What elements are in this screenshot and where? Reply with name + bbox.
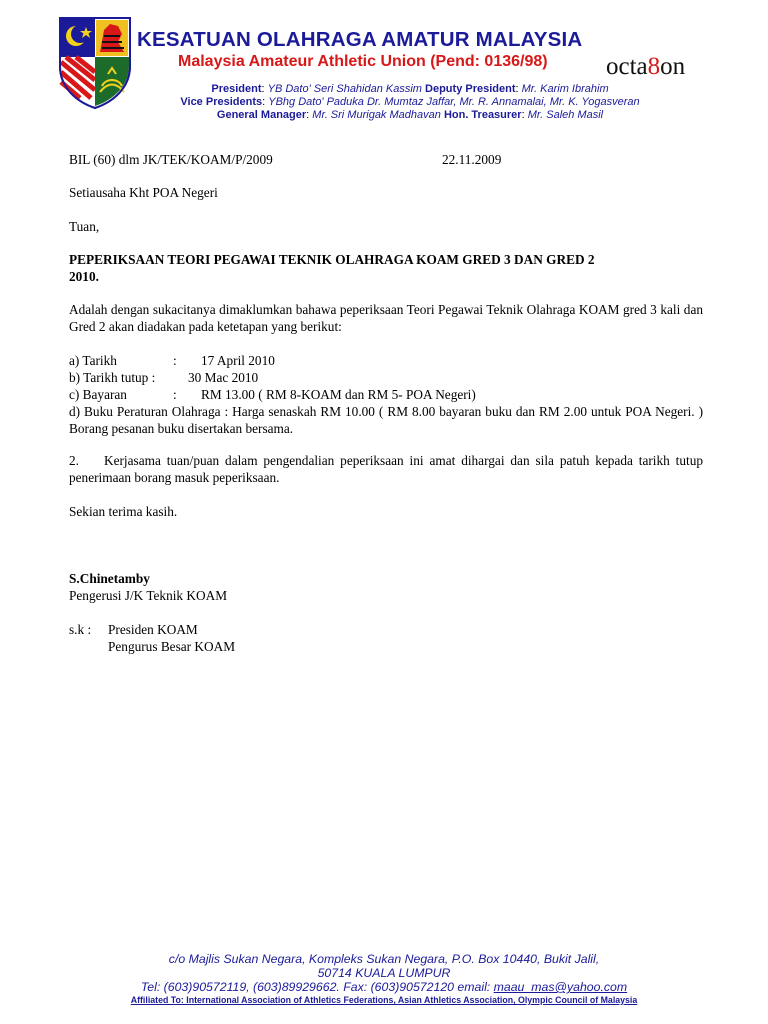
detail-item-rulebook: d) Buku Peraturan Olahraga : Harga senaskah RM 10.00 ( RM 8.00 bayaran buku dan RM 2.00 untuk POA Negeri. ) Borang pesanan buku disertakan bersama. (69, 404, 703, 436)
footer-contact-text: Tel: (603)90572119, (603)89929662. Fax: (603)90572120 email: (140, 980, 494, 994)
detail-value: 17 April 2010 (201, 353, 275, 368)
sponsor-logo-prefix: octa (606, 53, 648, 80)
footer-contact (40, 981, 728, 995)
organization-name-english: Malaysia Amateur Athletic Union (Pend: 0136/98) (178, 53, 548, 70)
cc-recipient-2: Pengurus Besar KOAM (108, 639, 236, 654)
cc-recipient-1: Presiden KOAM (108, 622, 198, 637)
footer-affiliation: Affiliated To: International Association of Athletics Federations, Asian Athletics Association, Olympic Council of Malaysia (130, 995, 638, 1005)
sponsor-logo (606, 53, 685, 81)
vp-names: YBhg Dato' Paduka Dr. Mumtaz Jaffar, Mr. R. Annamalai, Mr. K. Yogasveran (268, 96, 640, 108)
detail-label: c) Bayaran (69, 387, 127, 402)
salutation: Tuan, (69, 219, 100, 234)
signatory-name: S.Chinetamby (69, 571, 150, 586)
reference-number: BIL (60) dlm JK/TEK/KOAM/P/2009 (69, 152, 273, 167)
detail-separator: : (173, 387, 177, 402)
detail-value: 30 Mac 2010 (188, 370, 259, 385)
detail-label: b) Tarikh tutup : (69, 370, 156, 385)
letter-subject (69, 251, 703, 285)
letter-date: 22.11.2009 (442, 152, 502, 167)
sponsor-logo-suffix: on (660, 53, 686, 80)
footer-address-2: 50714 KUALA LUMPUR (317, 966, 451, 980)
officers-line-3: General Manager: Mr. Sri Murigak Madhavan Hon. Treasurer: Mr. Saleh Masil (216, 109, 604, 121)
footer-address-1: c/o Majlis Sukan Negara, Kompleks Sukan Negara, P.O. Box 10440, Bukit Jalil, (168, 952, 600, 966)
officers-line-1: President: YB Dato' Seri Shahidan Kassim Deputy President: Mr. Karim Ibrahim (211, 83, 609, 95)
paragraph-2-number: 2. (69, 453, 79, 468)
officers-list (110, 83, 710, 122)
vp-label: Vice Presidents (180, 96, 263, 108)
detail-item-fee (69, 386, 703, 403)
detail-item-date (69, 352, 703, 369)
deputy-name: Mr. Karim Ibrahim (521, 83, 609, 95)
organization-name: KESATUAN OLAHRAGA AMATUR MALAYSIA (137, 28, 583, 51)
intro-paragraph: Adalah dengan sukacitanya dimaklumkan bahawa peperiksaan Teori Pegawai Teknik Olahraga KOAM gred 3 kali dan Gred 2 akan diadakan pada ketetapan yang berikut: (69, 302, 703, 334)
paragraph-2 (69, 452, 703, 486)
detail-value: RM 13.00 ( RM 8-KOAM dan RM 5- POA Negeri) (201, 387, 476, 402)
details-list (69, 352, 703, 437)
subject-line-1: PEPERIKSAAN TEORI PEGAWAI TEKNIK OLAHRAGA KOAM GRED 3 DAN GRED 2 (69, 252, 595, 267)
cc-label: s.k : (69, 622, 92, 637)
gm-name: Mr. Sri Murigak Madhavan (312, 109, 441, 121)
subject-line-2: 2010. (69, 269, 99, 284)
sponsor-logo-eight: 8 (647, 53, 661, 80)
detail-item-closing-date (69, 369, 703, 386)
treasurer-label: Hon. Treasurer (443, 109, 522, 121)
deputy-label: Deputy President (425, 83, 516, 95)
recipient: Setiausaha Kht POA Negeri (69, 185, 218, 200)
paragraph-2-text: Kerjasama tuan/puan dalam pengendalian peperiksaan ini amat dihargai dan sila patuh kepada tarikh tutup penerimaan borang masuk peperiksaan. (69, 453, 703, 485)
officers-line-2: Vice Presidents: YBhg Dato' Paduka Dr. Mumtaz Jaffar, Mr. R. Annamalai, Mr. K. Yogasveran (180, 96, 640, 108)
president-name: YB Dato' Seri Shahidan Kassim (267, 83, 422, 95)
treasurer-name: Mr. Saleh Masil (527, 109, 604, 121)
signatory-title: Pengerusi J/K Teknik KOAM (69, 588, 228, 603)
gm-label: General Manager (216, 109, 307, 121)
closing-remark: Sekian terima kasih. (69, 504, 178, 519)
footer-email-link[interactable]: maau_mas@yahoo.com (493, 980, 628, 994)
detail-separator: : (173, 353, 177, 368)
president-label: President (211, 83, 262, 95)
detail-label: a) Tarikh (69, 353, 117, 368)
